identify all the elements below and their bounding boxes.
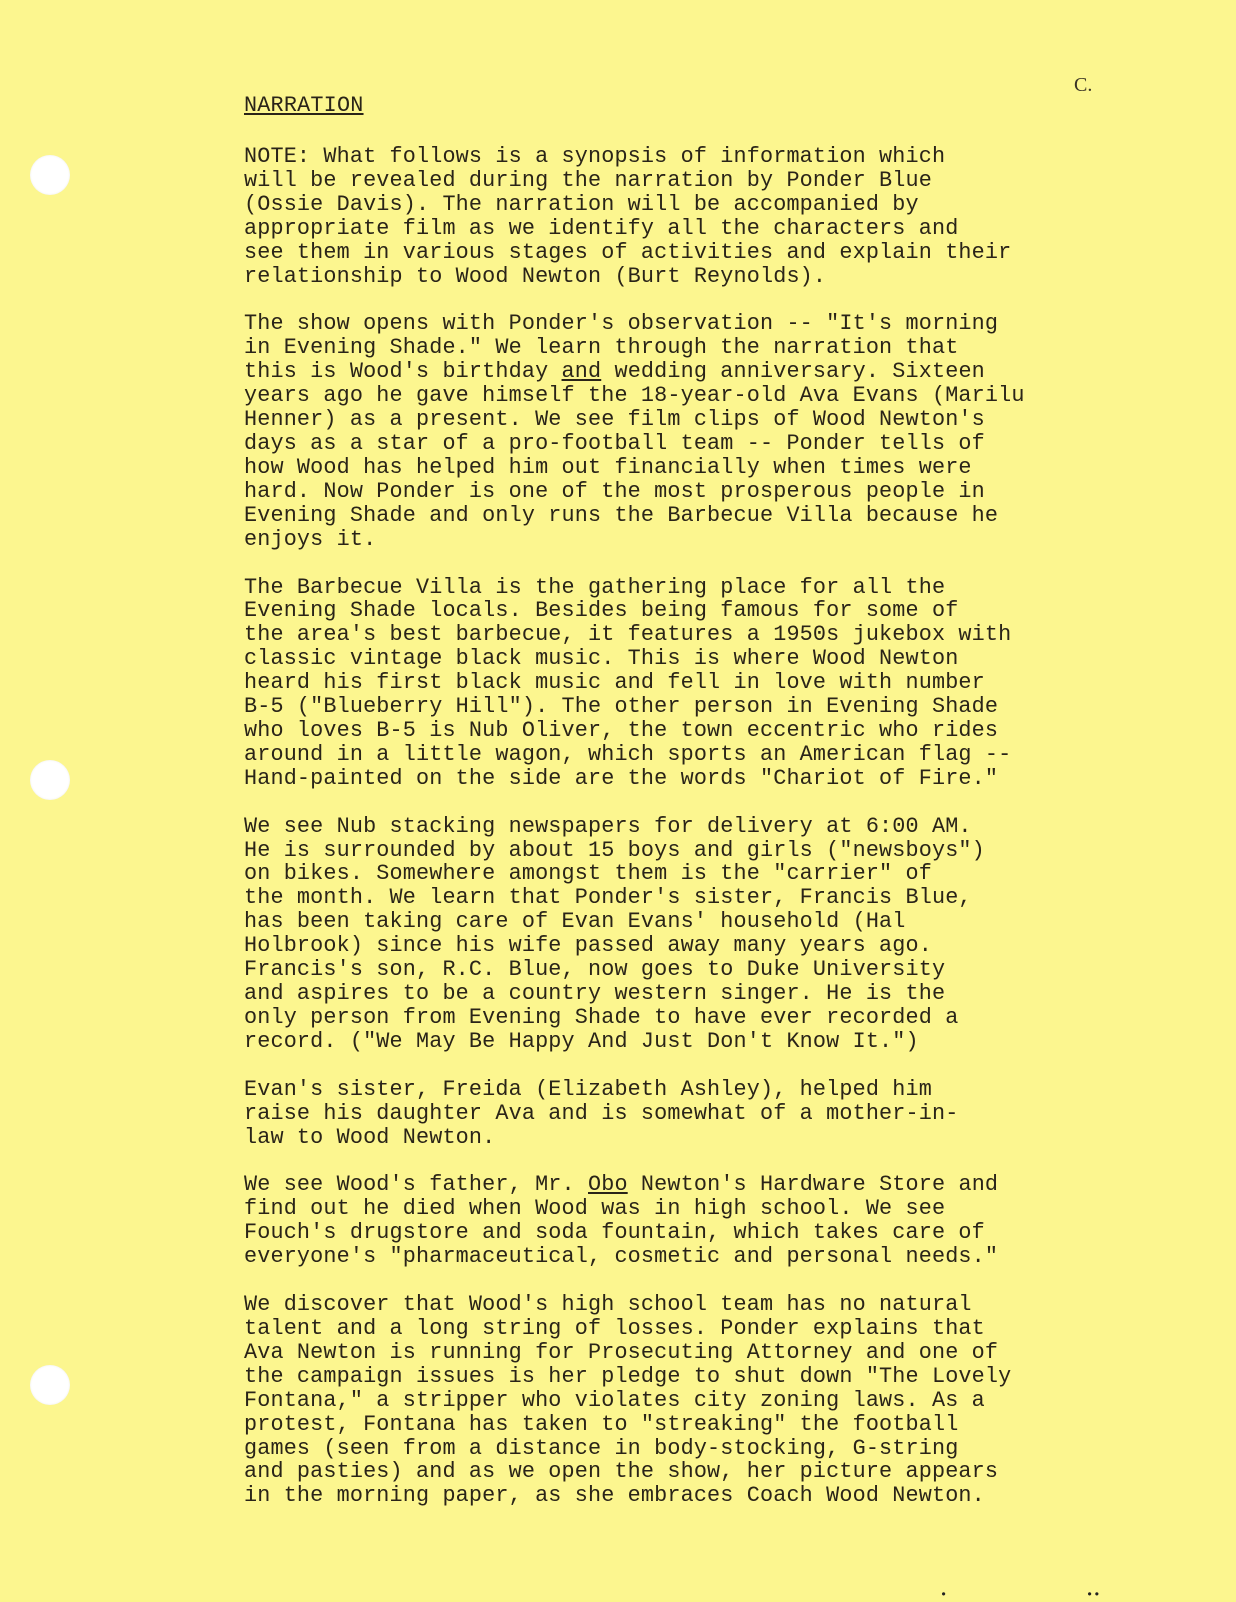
page-marker: C. xyxy=(1074,74,1093,96)
paragraph-nub-newspapers: We see Nub stacking newspapers for delivery at 6:00 AM. He is surrounded by about 15 boys and girls ("newsboys") on bikes. Somewhere amongst them is the "carrier" of the month. We learn that Ponder's sister, Francis Blue, has been taking care of Evan Evans' household (Hal Holbrook) since his wife passed away many years ago. Francis's son, R.C. Blue, now goes to Duke University and aspires to be a country western singer. He is the only person from Evening Shade to have ever recorded a record. ("We May Be Happy And Just Don't Know It.") xyxy=(244,813,985,1054)
paragraph-high-school-team: We discover that Wood's high school team has no natural talent and a long string of losses. Ponder explains that Ava Newton is running for Prosecuting Attorney and one of the campaign issues is her pledge to shut down "The Lovely Fontana," a stripper who violates city zoning laws. As a protest, Fontana has taken to "streaking" the football games (seen from a distance in body-stocking, G-string and pasties) and as we open the show, her picture appears in the morning paper, as she embraces Coach Wood Newton. xyxy=(244,1292,1012,1509)
narration-body xyxy=(244,145,1104,1532)
scan-speck: •• xyxy=(1086,1588,1101,1602)
binder-hole-bottom xyxy=(30,1365,70,1405)
section-heading: NARRATION xyxy=(244,93,364,118)
scan-speck: • xyxy=(940,1588,948,1602)
paragraph-hardware-store: We see Wood's father, Mr. Obo Newton's Hardware Store and find out he died when Wood was in high school. We see Fouch's drugstore and soda fountain, which takes care of everyone's "pharmaceutical, cosmetic and personal needs." xyxy=(244,1172,999,1270)
binder-hole-middle xyxy=(30,760,70,800)
paragraph-note: NOTE: What follows is a synopsis of information which will be revealed during the narration by Ponder Blue (Ossie Davis). The narration will be accompanied by appropriate film as we identify all the characters and see them in various stages of activities and explain their relationship to Wood Newton (Burt Reynolds). xyxy=(244,144,1012,289)
paragraph-show-opening: The show opens with Ponder's observation -- "It's morning in Evening Shade." We learn through the narration that this is Wood's birthday and wedding anniversary. Sixteen years ago he gave himself the 18-year-old Ava Evans (Marilu Henner) as a present. We see film clips of Wood Newton's days as a star of a pro-football team -- Ponder tells of how Wood has helped him out financially when times were hard. Now Ponder is one of the most prosperous people in Evening Shade and only runs the Barbecue Villa because he enjoys it. xyxy=(244,311,1025,552)
underlined-word: and xyxy=(561,359,602,385)
binder-hole-top xyxy=(30,155,70,195)
paragraph-barbecue-villa: The Barbecue Villa is the gathering place for all the Evening Shade locals. Besides being famous for some of the area's best barbecue, it features a 1950s jukebox with classic vintage black music. This is where Wood Newton heard his first black music and fell in love with number B-5 ("Blueberry Hill"). The other person in Evening Shade who loves B-5 is Nub Oliver, the town eccentric who rides around in a little wagon, which sports an American flag -- Hand-painted on the side are the words "Chariot of Fire." xyxy=(244,574,1012,791)
paragraph-freida: Evan's sister, Freida (Elizabeth Ashley), helped him raise his daughter Ava and is somewhat of a mother-in- law to Wood Newton. xyxy=(244,1076,959,1150)
underlined-word: Obo xyxy=(588,1172,628,1198)
